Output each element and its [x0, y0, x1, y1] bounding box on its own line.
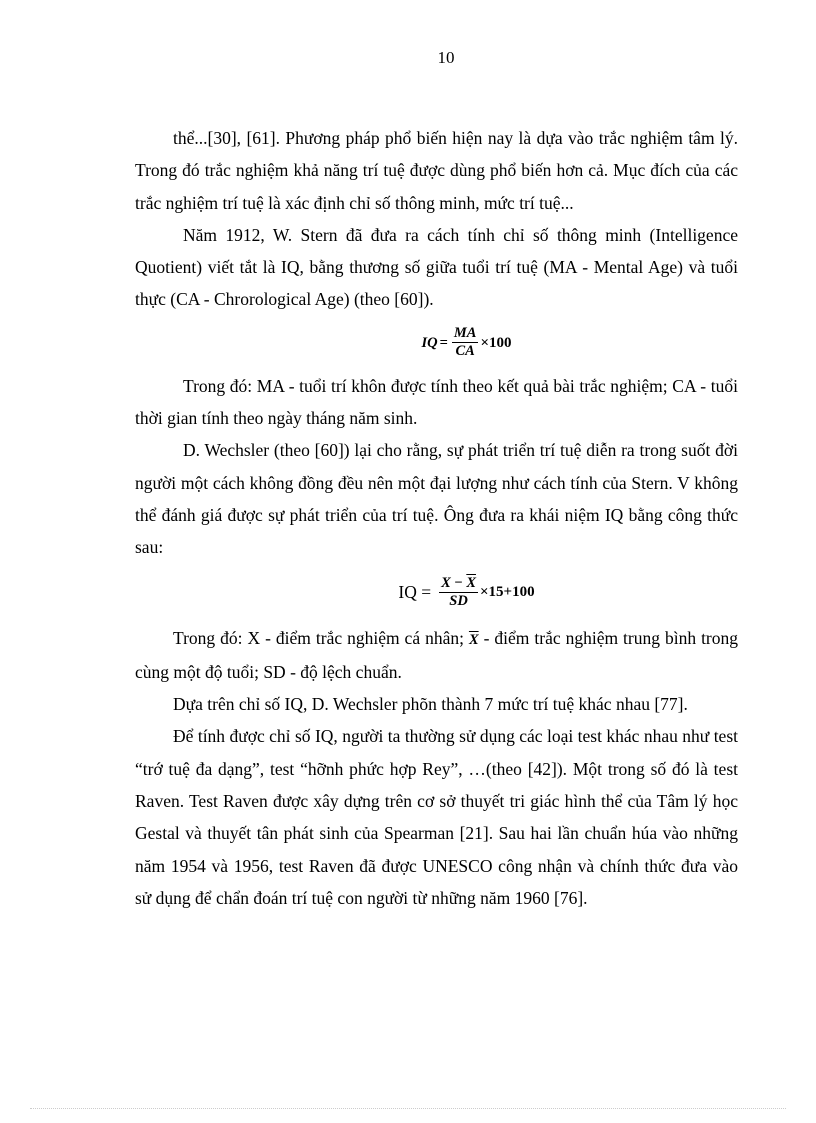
xbar-symbol: $\overline{X}$	[468, 631, 479, 648]
formula-stern-numerator: MA	[453, 325, 477, 342]
formula-wechsler-denominator: SD	[449, 593, 468, 610]
formula-stern-lhs: IQ	[421, 334, 438, 351]
paragraph-2: Năm 1912, W. Stern đã đưa ra cách tính chỉ số thông minh (Intelligence Quotient) viết tắt là IQ, bằng thương số giữa tuổi trí tuệ (MA - Mental Age) và tuổi thực (CA - Chrorological Age) (theo [60]).	[135, 224, 738, 310]
formula-stern-denominator: CA	[455, 343, 475, 360]
formula-wechsler-fraction	[439, 575, 478, 610]
formula-stern-factor: ×100	[480, 334, 512, 351]
paragraph-5-part-a: Trong đó: X - điểm trắc nghiệm cá nhân;	[173, 627, 464, 648]
formula-wechsler-minus: −	[450, 575, 467, 592]
formula-wechsler-lhs: IQ =	[398, 582, 432, 603]
formula-wechsler-numerator	[439, 575, 478, 593]
formula-wechsler-xbar: $\overline{X}$	[466, 575, 476, 592]
paragraph-4: D. Wechsler (theo [60]) lại cho rằng, sự phát triển trí tuệ diễn ra trong suốt đời người một cách không đồng đều nên một đại lượng như cách tính của Stern. V không thể đánh giá được sự phát triển của trí tuệ. Ông đưa ra khái niệm IQ bằng công thức sau:	[135, 440, 738, 558]
formula-wechsler-x: X	[441, 575, 451, 592]
paragraph-7: Để tính được chỉ số IQ, người ta thường sử dụng các loại test khác nhau như test “trớ tuệ đa dạng”, test “hỡnh phức hợp Rey”, …(theo [42]). Một trong số đó là test Raven. Test Raven được xây dựng trên cơ sở thuyết tri giác hình thể của Tâm lý học Gestal và thuyết tân phát sinh của Spearman [21]. Sau hai lần chuẩn húa vào những năm 1954 và 1956, test Raven đã được UNESCO công nhận và chính thức đưa vào sử dụng để chẩn đoán trí tuệ con người từ những năm 1960 [76].	[135, 726, 738, 908]
page-bottom-rule	[30, 1108, 786, 1109]
formula-wechsler	[135, 566, 738, 620]
formula-stern-eq: =	[439, 334, 448, 351]
formula-stern	[135, 318, 738, 368]
page-number: 10	[437, 48, 455, 67]
formula-stern-fraction	[452, 325, 479, 360]
paragraph-1: thể...[30], [61]. Phương pháp phổ biến hiện nay là dựa vào trắc nghiệm tâm lý. Trong đó trắc nghiệm khả năng trí tuệ được dùng phổ biến hơn cả. Mục đích của các trắc nghiệm trí tuệ là xác định chỉ số thông minh, mức trí tuệ...	[135, 128, 738, 213]
paragraph-6: Dựa trên chỉ số IQ, D. Wechsler phõn thành 7 mức trí tuệ khác nhau [77].	[173, 694, 688, 715]
formula-wechsler-tail: ×15+100	[479, 584, 535, 601]
paragraph-5-part-b: - điểm trắc nghiệm trung bình trong cùng một độ tuổi; SD - độ lệch chuẩn.	[135, 627, 739, 682]
paragraph-3: Trong đó: MA - tuổi trí khôn được tính theo kết quả bài trắc nghiệm; CA - tuổi thời gian tính theo ngày tháng năm sinh.	[135, 375, 738, 429]
document-body	[135, 122, 738, 914]
paragraph-5	[135, 622, 738, 689]
